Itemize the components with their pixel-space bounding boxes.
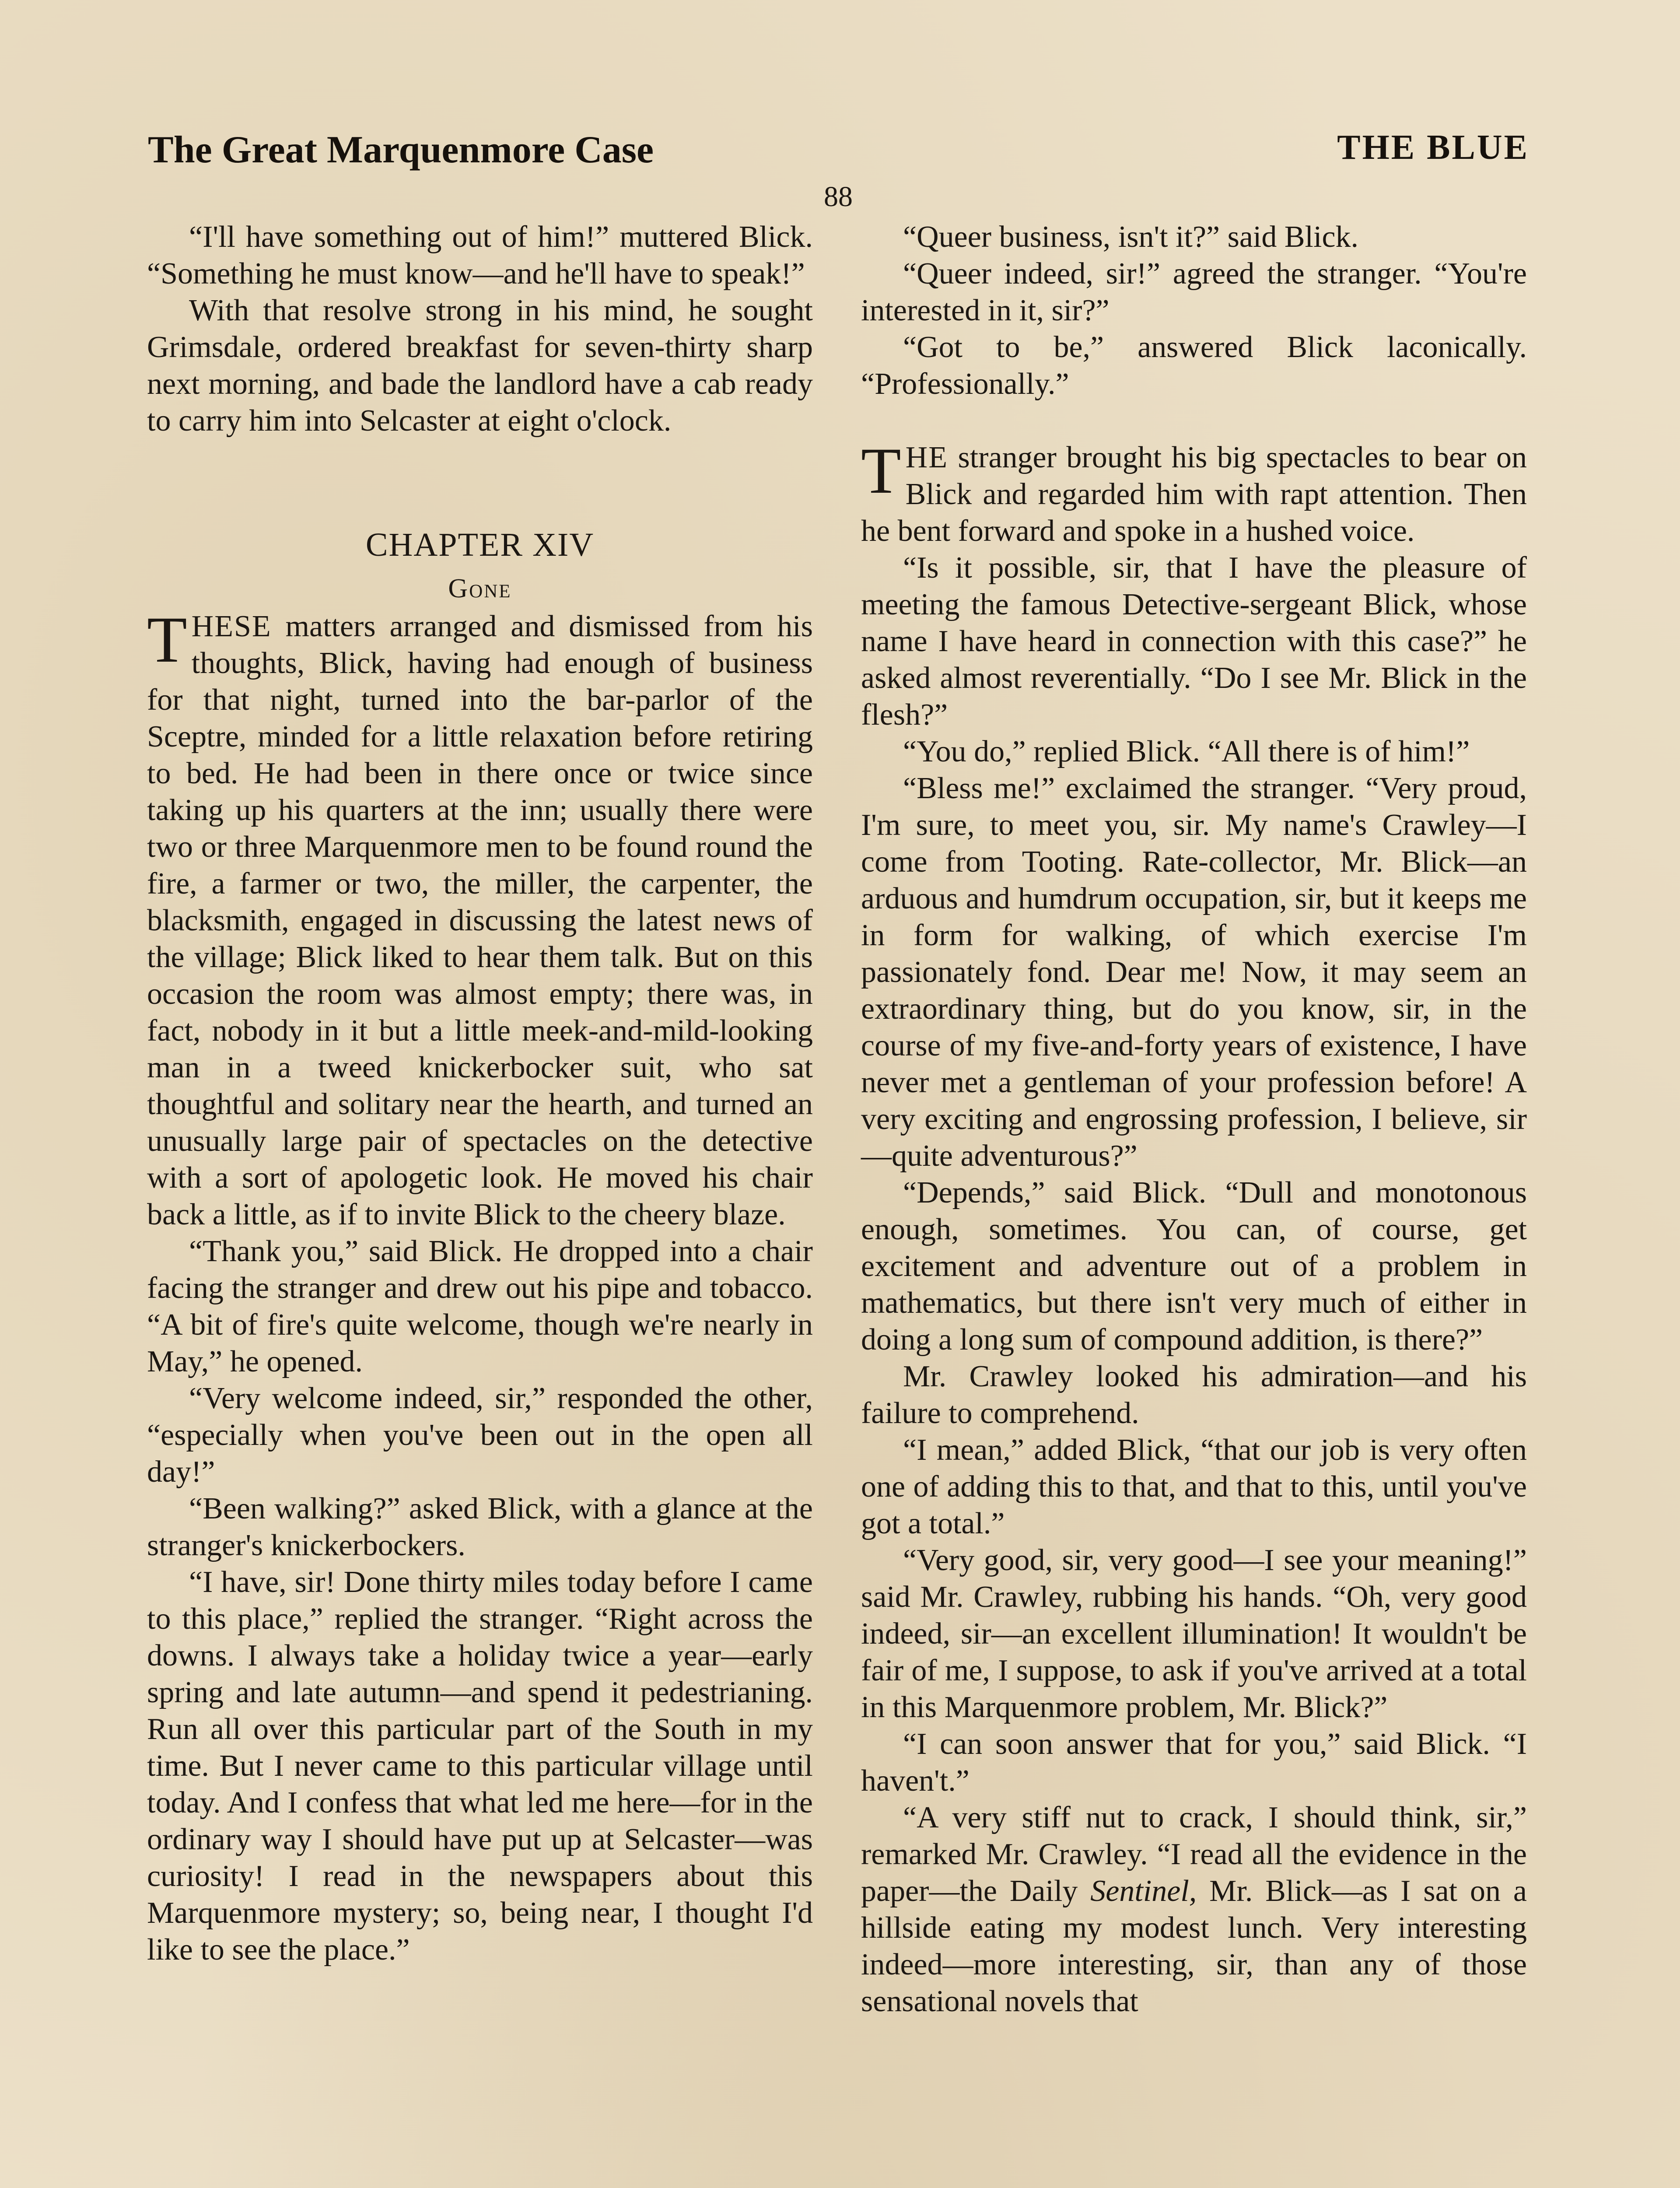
chapter-title: Gone (448, 574, 512, 603)
magazine-title-header: THE BLUE (1337, 128, 1529, 167)
paragraph: “Is it possible, sir, that I have the pleasure of meeting the famous Detective-sergeant Blick, whose name I have heard in connection with this case?” he asked almost reverentially. “Do I see Mr. Blick in the flesh?” (861, 551, 1527, 732)
spacer (147, 439, 813, 521)
paragraph: “Queer indeed, sir!” agreed the stranger. “You're interested in it, sir?” (861, 257, 1527, 327)
paragraph-text: “A very stiff nut to crack, I should think, sir,” remarked Mr. Crawley. “I read all the evidence in the paper—the Daily (861, 1801, 1527, 1908)
paragraph: “I'll have something out of him!” muttered Blick. “Something he must know—and he'll have to speak!” (147, 220, 813, 291)
first-word: HE (905, 441, 948, 474)
paragraph: “Been walking?” asked Blick, with a glance at the stranger's knickerbockers. (147, 1492, 813, 1562)
left-column (147, 219, 813, 1968)
paragraph: “I have, sir! Done thirty miles today before I came to this place,” replied the stranger. “Right across the downs. I always take a holiday twice a year—early spring and late autumn—and spend it pedestrianing. Run all over this particular part of the South in my time. But I never came to this particular village until today. And I confess that what led me here—for in the ordinary way I should have put up at Selcaster—was curiosity! I read in the newspapers about this Marquenmore mystery; so, being near, I thought I'd like to see the place.” (147, 1565, 813, 1967)
opening-paragraph (147, 603, 813, 1233)
paragraph: “Got to be,” answered Blick laconically. “Professionally.” (861, 330, 1527, 401)
paragraph: “Very good, sir, very good—I see your meaning!” said Mr. Crawley, rubbing his hands. “Oh, very good indeed, sir—an excellent illumination! It wouldn't be fair of me, I suppose, to ask if you've arrived at a total in this Marquenmore problem, Mr. Blick?” (861, 1543, 1527, 1724)
section-opening-text: stranger brought his big spectacles to bear on Blick and regarded him with rapt attention. Then he bent forward and spoke in a hushed voice. (861, 441, 1527, 548)
first-word: HESE (191, 610, 272, 643)
newspaper-name: Sentinel, (1090, 1874, 1197, 1908)
section-break (861, 403, 1527, 439)
paragraph: “Queer business, isn't it?” said Blick. (903, 220, 1359, 254)
paragraph: “I can soon answer that for you,” said Blick. “I haven't.” (861, 1727, 1527, 1798)
section-opening-paragraph (861, 435, 1527, 550)
paragraph: “Depends,” said Blick. “Dull and monotonous enough, sometimes. You can, of course, get excitement and adventure out of a problem in mathematics, but there isn't very much of either in doing a long sum of compound addition, is there?” (861, 1176, 1527, 1357)
paragraph: “Very welcome indeed, sir,” responded the other, “especially when you've been out in the open all day!” (147, 1382, 813, 1489)
paragraph-text: Mr. Blick—as I sat on a hillside eating my modest lunch. Very interesting indeed—more interesting, sir, than any of those sensational novels that (861, 1874, 1527, 2018)
paragraph: Mr. Crawley looked his admiration—and his failure to comprehend. (861, 1360, 1527, 1430)
paragraph: “You do,” replied Blick. “All there is of him!” (903, 735, 1470, 768)
chapter-heading: CHAPTER XIV (365, 526, 595, 563)
opening-paragraph-text: matters arranged and dismissed from his thoughts, Blick, having had enough of business for that night, turned into the bar-parlor of the Sceptre, minded for a little relaxation before retiring to bed. He had been in there once or twice since taking up his quarters at the inn; usually there were two or three Marquenmore men to be found round the fire, a farmer or two, the miller, the carpenter, the blacksmith, engaged in discussing the latest news of the village; Blick liked to hear them talk. But on this occasion the room was almost empty; there was, in fact, nobody in it but a little meek-and-mild-looking man in a tweed knickerbocker suit, who sat thoughtful and solitary near the hearth, and turned an unusually large pair of spectacles on the detective with a sort of apologetic look. He moved his chair back a little, as if to invite Blick to the cheery blaze. (147, 610, 813, 1231)
paragraph: With that resolve strong in his mind, he sought Grimsdale, ordered breakfast for seven-thirty sharp next morning, and bade the landlord have a cab ready to carry him into Selcaster at eight o'clock. (147, 294, 813, 438)
page-number: 88 (824, 181, 853, 213)
paragraph: “I mean,” added Blick, “that our job is very often one of adding this to that, and that to this, until you've got a total.” (861, 1433, 1527, 1540)
drop-cap: T (861, 435, 901, 507)
paragraph: “Thank you,” said Blick. He dropped into a chair facing the stranger and drew out his pipe and tobacco. “A bit of fire's quite welcome, though we're nearly in May,” he opened. (147, 1234, 813, 1378)
paragraph: “Bless me!” exclaimed the stranger. “Very proud, I'm sure, to meet you, sir. My name's Crawley—I come from Tooting. Rate-collector, Mr. Blick—an arduous and humdrum occupation, sir, but it keeps me in form for walking, of which exercise I'm passionately fond. Dear me! Now, it may seem an extraordinary thing, but do you know, sir, in the course of my five-and-forty years of existence, I have never met a gentleman of your profession before! A very exciting and engrossing profession, I believe, sir—quite adventurous?” (861, 771, 1527, 1173)
paragraph (861, 1799, 1527, 2020)
story-title-header: The Great Marquenmore Case (148, 129, 654, 171)
right-column (861, 219, 1527, 2020)
drop-cap: T (147, 603, 187, 676)
